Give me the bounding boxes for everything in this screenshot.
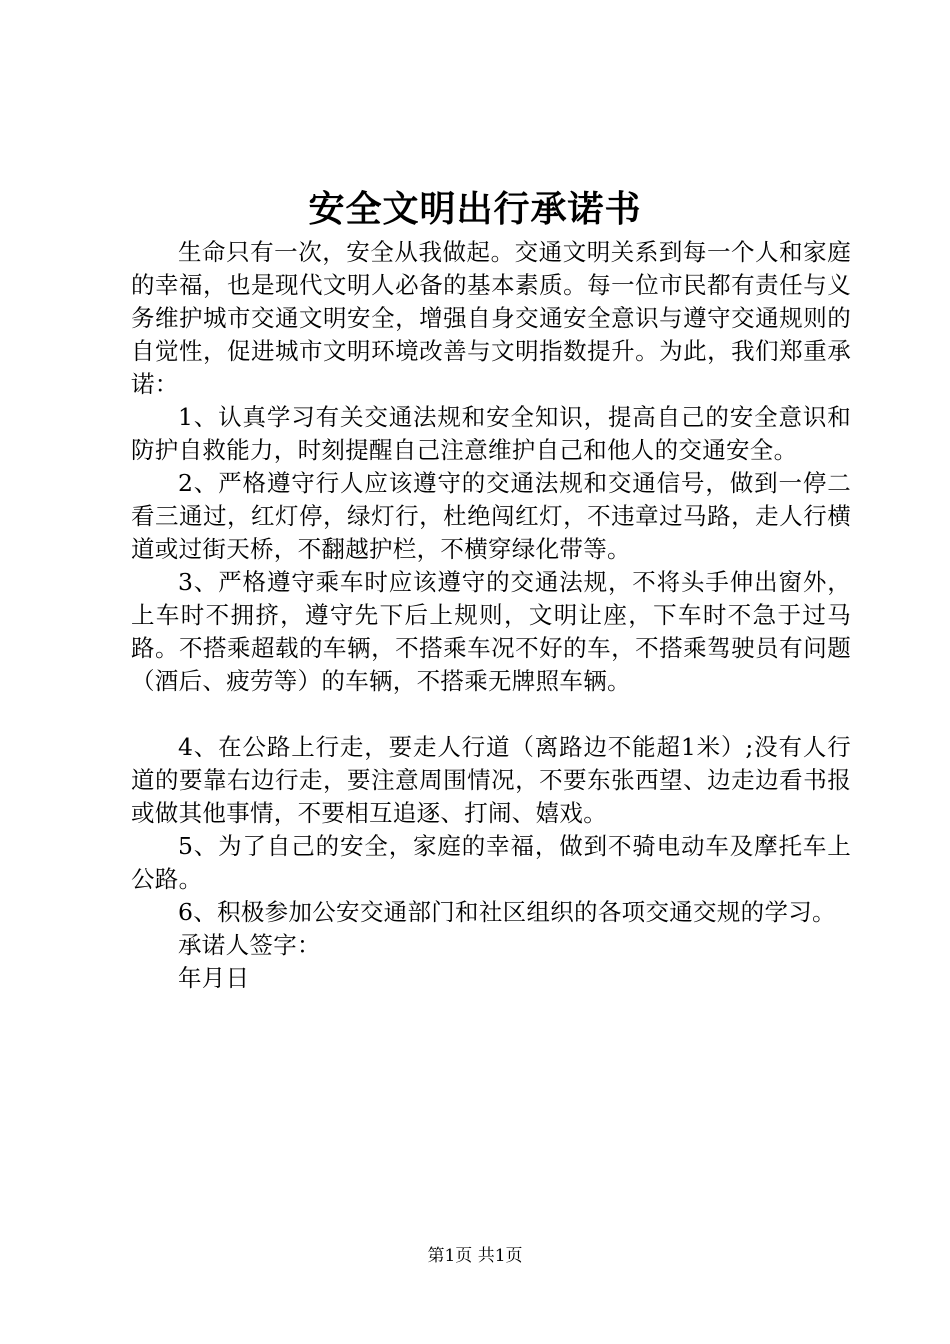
date-label: 年月日 bbox=[178, 964, 250, 992]
page-footer: 第1页 共1页 bbox=[427, 1246, 523, 1266]
document-body bbox=[131, 236, 851, 995]
signature-label: 承诺人签字： bbox=[178, 931, 321, 959]
pledge-item-3: 3、严格遵守乘车时应该遵守的交通法规，不将头手伸出窗外，上车时不拥挤，遵守先下后上规则，文明让座，下车时不急于过马路。不搭乘超载的车辆，不搭乘车况不好的车，不搭乘驾驶员有问题（酒后、疲劳等）的车辆，不搭乘无牌照车辆。 bbox=[131, 568, 851, 695]
intro-paragraph: 生命只有一次，安全从我做起。交通文明关系到每一个人和家庭的幸福，也是现代文明人必备的基本素质。每一位市民都有责任与义务维护城市交通文明安全，增强自身交通安全意识与遵守交通规则的自觉性，促进城市文明环境改善与文明指数提升。为此，我们郑重承诺： bbox=[131, 238, 851, 398]
pledge-item-2: 2、严格遵守行人应该遵守的交通法规和交通信号，做到一停二看三通过，红灯停，绿灯行，杜绝闯红灯，不违章过马路，走人行横道或过街天桥，不翻越护栏，不横穿绿化带等。 bbox=[131, 469, 851, 563]
pledge-item-1: 1、认真学习有关交通法规和安全知识，提高自己的安全意识和防护自救能力，时刻提醒自己注意维护自己和他人的交通安全。 bbox=[131, 403, 851, 464]
document-title: 安全文明出行承诺书 bbox=[308, 188, 642, 230]
pledge-item-6: 6、积极参加公安交通部门和社区组织的各项交通交规的学习。 bbox=[178, 898, 836, 926]
pledge-item-5: 5、为了自己的安全，家庭的幸福，做到不骑电动车及摩托车上公路。 bbox=[131, 832, 851, 893]
pledge-item-4: 4、在公路上行走，要走人行道（离路边不能超1米）;没有人行道的要靠右边行走，要注意周围情况，不要东张西望、边走边看书报或做其他事情，不要相互追逐、打闹、嬉戏。 bbox=[131, 733, 851, 827]
